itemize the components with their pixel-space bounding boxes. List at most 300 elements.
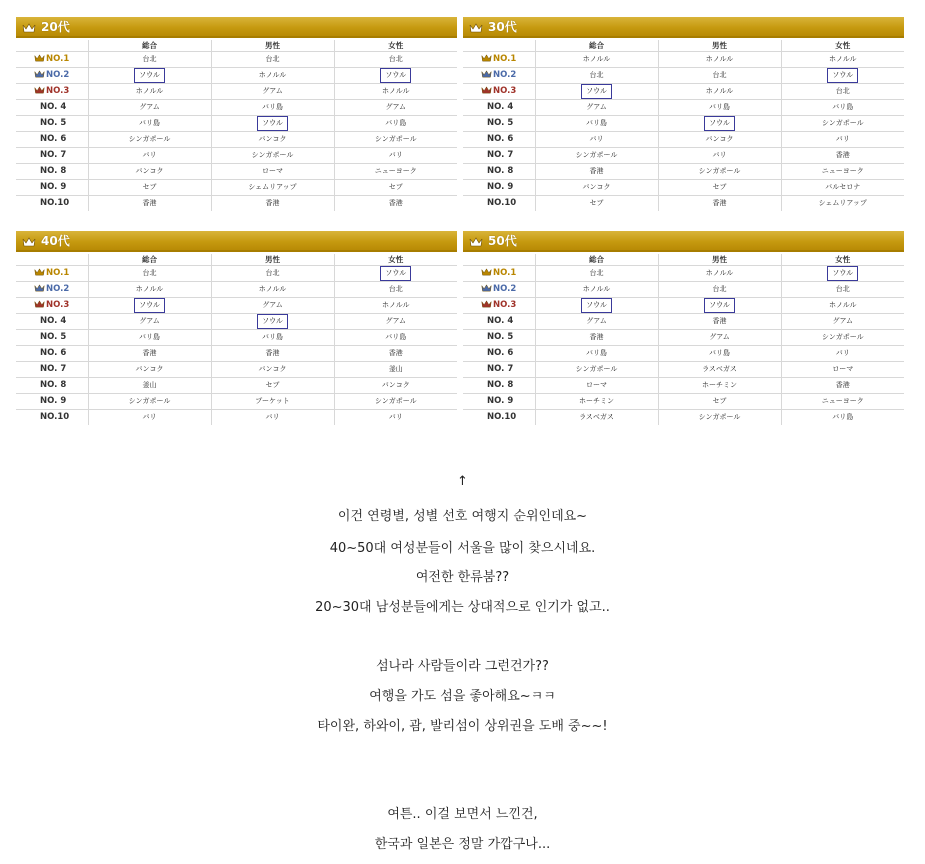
rank-label: NO. 5 xyxy=(463,116,535,132)
table-cell xyxy=(658,180,781,196)
table-cell xyxy=(211,282,334,298)
table-cell xyxy=(658,132,781,148)
column-header: 総合 xyxy=(88,40,211,52)
crown-icon xyxy=(34,86,45,94)
destination: ローマ xyxy=(262,167,283,175)
table-row xyxy=(16,314,457,330)
rank-label: NO. 9 xyxy=(16,180,88,196)
table-cell xyxy=(535,362,658,378)
table-cell xyxy=(535,180,658,196)
destination: バリ島 xyxy=(832,413,854,421)
destination: バリ島 xyxy=(385,333,407,341)
rank-label: NO.3 xyxy=(463,84,535,100)
destination: グアム xyxy=(586,103,607,111)
destination: バンコク xyxy=(582,183,611,191)
text-line: 여튼.. 이걸 보면서 느낀건, xyxy=(387,807,538,822)
table-cell xyxy=(211,116,334,132)
table-cell xyxy=(88,164,211,180)
destination: シェムリアップ xyxy=(818,199,867,207)
table-cell xyxy=(334,52,457,68)
panel-header xyxy=(463,17,904,38)
crown-icon xyxy=(34,284,45,292)
table-row xyxy=(463,132,904,148)
age-title: 40代 xyxy=(41,234,70,248)
destination: シンガポール xyxy=(374,135,417,143)
destination: ニューヨーク xyxy=(374,167,417,175)
destination: バンコク xyxy=(705,135,734,143)
text-line: 여전한 한류붐?? xyxy=(415,570,510,585)
table-cell xyxy=(211,84,334,100)
table-cell xyxy=(535,164,658,180)
table-row xyxy=(463,180,904,196)
rank-label: NO. 9 xyxy=(16,394,88,410)
destination: シンガポール xyxy=(821,333,864,341)
table-cell xyxy=(781,378,904,394)
age-title: 30代 xyxy=(488,20,517,34)
destination: 香港 xyxy=(265,349,280,357)
rank-label: NO.2 xyxy=(463,68,535,84)
table-header-row xyxy=(16,254,457,266)
destination: ソウル xyxy=(709,119,730,127)
crown-icon xyxy=(481,70,492,78)
table-cell xyxy=(781,266,904,282)
table-cell xyxy=(211,394,334,410)
table-cell xyxy=(211,346,334,362)
destination: ホノルル xyxy=(705,269,734,277)
table-cell xyxy=(781,116,904,132)
table-cell xyxy=(781,52,904,68)
rank-label: NO.2 xyxy=(463,282,535,298)
destination: ホノルル xyxy=(135,87,164,95)
highlight-box xyxy=(827,266,858,281)
destination: ソウル xyxy=(262,317,283,325)
destination: 台北 xyxy=(142,55,157,63)
table-cell xyxy=(334,410,457,426)
table-cell xyxy=(334,148,457,164)
table-cell xyxy=(334,180,457,196)
highlight-box xyxy=(581,298,612,313)
table-cell xyxy=(211,68,334,84)
table-cell xyxy=(658,410,781,426)
table-row xyxy=(463,100,904,116)
destination: セブ xyxy=(589,199,604,207)
destination: ラスベガス xyxy=(702,365,737,373)
destination: バンコク xyxy=(258,135,287,143)
destination: ラスベガス xyxy=(579,413,614,421)
table-cell xyxy=(658,330,781,346)
table-cell xyxy=(535,266,658,282)
table-row xyxy=(16,196,457,212)
rank-label: NO.2 xyxy=(16,68,88,84)
arrow-up-icon: ↑ xyxy=(457,474,468,489)
destination: シンガポール xyxy=(128,135,171,143)
table-cell xyxy=(88,394,211,410)
table-cell xyxy=(658,346,781,362)
table-row xyxy=(463,378,904,394)
table-cell xyxy=(781,314,904,330)
crown-icon xyxy=(481,268,492,276)
destination: バリ島 xyxy=(139,119,160,127)
destination: 釜山 xyxy=(388,365,403,373)
destination: バリ xyxy=(388,413,403,421)
destination: ソウル xyxy=(832,269,854,277)
destination: ソウル xyxy=(586,301,607,309)
destination: バリ島 xyxy=(139,333,160,341)
table-cell xyxy=(334,116,457,132)
destination: シンガポール xyxy=(821,119,864,127)
table-cell xyxy=(535,346,658,362)
rank-label: NO. 5 xyxy=(16,330,88,346)
table-cell xyxy=(781,410,904,426)
destination: ローマ xyxy=(832,365,854,373)
highlight-box xyxy=(704,116,735,131)
destination: ソウル xyxy=(262,119,283,127)
table-cell xyxy=(334,196,457,212)
table-cell xyxy=(334,132,457,148)
destination: バンコク xyxy=(135,365,164,373)
column-header: 男性 xyxy=(211,254,334,266)
destination: ソウル xyxy=(832,71,854,79)
crown-icon xyxy=(481,300,492,308)
rank-label: NO. 5 xyxy=(463,330,535,346)
destination: グアム xyxy=(586,317,607,325)
destination: ニューヨーク xyxy=(821,167,864,175)
rank-label: NO. 7 xyxy=(16,148,88,164)
text-line: 타이완, 하와이, 괌, 발리섬이 상위권을 도배 중~~! xyxy=(317,719,608,734)
destination: バリ島 xyxy=(832,103,854,111)
destination: ホノルル xyxy=(258,71,287,79)
ranking-table xyxy=(463,254,904,425)
crown-icon xyxy=(469,236,483,248)
rank-label: NO. 8 xyxy=(16,164,88,180)
table-header-row xyxy=(463,40,904,52)
destination: ホノルル xyxy=(705,87,734,95)
table-row xyxy=(16,282,457,298)
ranking-panel-p40 xyxy=(16,231,457,431)
table-row xyxy=(463,196,904,212)
table-cell xyxy=(334,266,457,282)
destination: バリ島 xyxy=(262,333,283,341)
ranking-table xyxy=(16,40,457,211)
table-row xyxy=(16,378,457,394)
table-row xyxy=(16,410,457,426)
table-cell xyxy=(88,148,211,164)
table-cell xyxy=(535,196,658,212)
table-cell xyxy=(88,52,211,68)
destination: バンコク xyxy=(381,381,410,389)
destination: ニューヨーク xyxy=(821,397,864,405)
text-line: 이건 연령별, 성별 선호 여행지 순위인데요~ xyxy=(337,509,588,524)
table-cell xyxy=(334,314,457,330)
table-cell xyxy=(334,164,457,180)
table-cell xyxy=(334,282,457,298)
destination: グアム xyxy=(262,87,283,95)
age-title: 50代 xyxy=(488,234,517,248)
table-cell xyxy=(535,394,658,410)
crown-icon xyxy=(34,300,45,308)
destination: 台北 xyxy=(388,55,403,63)
destination: 香港 xyxy=(712,317,727,325)
rank-label: NO. 4 xyxy=(463,314,535,330)
destination: セブ xyxy=(388,183,403,191)
destination: シンガポール xyxy=(575,151,618,159)
crown-icon xyxy=(481,284,492,292)
destination: バリ島 xyxy=(709,103,730,111)
table-cell xyxy=(211,314,334,330)
table-cell xyxy=(211,410,334,426)
rank-label: NO. 6 xyxy=(16,346,88,362)
table-row xyxy=(16,298,457,314)
rank-label: NO. 6 xyxy=(463,132,535,148)
table-row xyxy=(463,84,904,100)
ranking-panel-p50 xyxy=(463,231,904,431)
table-row xyxy=(463,148,904,164)
table-cell xyxy=(211,100,334,116)
destination: セブ xyxy=(712,183,727,191)
table-row xyxy=(16,148,457,164)
destination: シンガポール xyxy=(251,151,294,159)
destination: バリ xyxy=(142,151,157,159)
rank-label: NO.2 xyxy=(16,282,88,298)
destination: 香港 xyxy=(712,199,727,207)
table-cell xyxy=(535,410,658,426)
rank-label: NO.3 xyxy=(16,298,88,314)
destination: ホノルル xyxy=(381,301,410,309)
table-row xyxy=(463,52,904,68)
highlight-box xyxy=(380,68,411,83)
destination: バルセロナ xyxy=(825,183,861,191)
crown-icon xyxy=(469,22,483,34)
destination: シェムリアップ xyxy=(248,183,297,191)
destination: 台北 xyxy=(589,269,604,277)
table-cell xyxy=(781,100,904,116)
rank-label: NO. 8 xyxy=(463,378,535,394)
destination: シンガポール xyxy=(698,413,741,421)
rank-label: NO. 6 xyxy=(463,346,535,362)
column-header: 男性 xyxy=(658,40,781,52)
table-cell xyxy=(211,362,334,378)
table-row xyxy=(16,68,457,84)
column-header: 女性 xyxy=(781,40,904,52)
destination: バリ xyxy=(265,413,280,421)
destination: ローマ xyxy=(586,381,607,389)
highlight-box xyxy=(134,68,165,83)
destination: ホノルル xyxy=(258,285,287,293)
table-cell xyxy=(88,84,211,100)
rank-label: NO.10 xyxy=(463,196,535,212)
destination: バリ島 xyxy=(709,349,730,357)
destination: 釜山 xyxy=(142,381,157,389)
highlight-box xyxy=(827,68,858,83)
table-cell xyxy=(88,346,211,362)
table-row xyxy=(463,298,904,314)
table-cell xyxy=(781,330,904,346)
table-cell xyxy=(535,314,658,330)
destination: シンガポール xyxy=(374,397,417,405)
table-header-row xyxy=(16,40,457,52)
table-cell xyxy=(334,298,457,314)
destination: 香港 xyxy=(265,199,280,207)
ranking-panel-p20 xyxy=(16,17,457,217)
table-cell xyxy=(781,298,904,314)
table-cell xyxy=(88,100,211,116)
rank-label: NO. 4 xyxy=(463,100,535,116)
destination: 香港 xyxy=(589,333,604,341)
table-cell xyxy=(658,148,781,164)
rank-label: NO. 7 xyxy=(463,148,535,164)
ranking-table xyxy=(16,254,457,425)
table-cell xyxy=(781,282,904,298)
destination: ホノルル xyxy=(582,55,611,63)
destination: ホーチミン xyxy=(702,381,737,389)
destination: ホノルル xyxy=(582,285,611,293)
table-cell xyxy=(211,330,334,346)
destination: 台北 xyxy=(388,285,403,293)
table-cell xyxy=(211,52,334,68)
table-cell xyxy=(334,84,457,100)
table-cell xyxy=(88,282,211,298)
crown-icon xyxy=(481,54,492,62)
table-cell xyxy=(658,196,781,212)
table-cell xyxy=(535,378,658,394)
destination: セブ xyxy=(142,183,157,191)
destination: 台北 xyxy=(712,71,727,79)
table-header-row xyxy=(463,254,904,266)
table-row xyxy=(463,314,904,330)
rank-label: NO. 4 xyxy=(16,314,88,330)
rank-label: NO. 4 xyxy=(16,100,88,116)
table-cell xyxy=(781,196,904,212)
destination: グアム xyxy=(709,333,730,341)
highlight-box xyxy=(704,298,735,313)
table-cell xyxy=(211,196,334,212)
highlight-box xyxy=(134,298,165,313)
destination: 台北 xyxy=(142,269,157,277)
table-row xyxy=(16,330,457,346)
crown-icon xyxy=(22,236,36,248)
rank-label: NO. 9 xyxy=(463,394,535,410)
table-row xyxy=(463,116,904,132)
destination: 台北 xyxy=(835,285,850,293)
text-line: 한국과 일본은 정말 가깝구나... xyxy=(374,837,551,852)
table-cell xyxy=(781,346,904,362)
column-header: 男性 xyxy=(658,254,781,266)
destination: ホーチミン xyxy=(579,397,614,405)
table-cell xyxy=(334,378,457,394)
rank-label: NO.10 xyxy=(16,196,88,212)
destination: ソウル xyxy=(709,301,730,309)
destination: セブ xyxy=(712,397,727,405)
destination: 香港 xyxy=(388,199,403,207)
destination: ソウル xyxy=(385,71,407,79)
table-row xyxy=(16,164,457,180)
ranking-panel-p30 xyxy=(463,17,904,217)
table-cell xyxy=(781,164,904,180)
destination: 台北 xyxy=(589,71,604,79)
destination: ホノルル xyxy=(828,301,857,309)
table-cell xyxy=(88,266,211,282)
text-line: 40~50대 여성분들이 서울을 많이 찾으시네요. xyxy=(329,541,596,556)
destination: グアム xyxy=(139,317,160,325)
destination: バリ xyxy=(712,151,727,159)
table-cell xyxy=(211,132,334,148)
panel-header xyxy=(16,231,457,252)
table-cell xyxy=(535,330,658,346)
table-cell xyxy=(88,68,211,84)
table-row xyxy=(16,394,457,410)
table-cell xyxy=(658,266,781,282)
rank-label: NO.10 xyxy=(463,410,535,426)
rank-label: NO.10 xyxy=(16,410,88,426)
rank-label: NO. 5 xyxy=(16,116,88,132)
table-cell xyxy=(88,132,211,148)
table-cell xyxy=(211,378,334,394)
column-header: 総合 xyxy=(535,254,658,266)
table-row xyxy=(16,362,457,378)
table-row xyxy=(463,410,904,426)
text-line: 섬나라 사람들이라 그런건가?? xyxy=(376,659,549,674)
table-cell xyxy=(334,100,457,116)
rank-label: NO.1 xyxy=(16,52,88,68)
crown-icon xyxy=(22,22,36,34)
destination: バリ xyxy=(589,135,604,143)
destination: グアム xyxy=(385,317,406,325)
column-header: 総合 xyxy=(88,254,211,266)
table-cell xyxy=(658,282,781,298)
table-row xyxy=(16,100,457,116)
table-cell xyxy=(535,116,658,132)
table-row xyxy=(463,346,904,362)
destination: 台北 xyxy=(265,269,280,277)
table-cell xyxy=(658,314,781,330)
table-cell xyxy=(781,68,904,84)
destination: ホノルル xyxy=(381,87,410,95)
crown-icon xyxy=(481,86,492,94)
table-row xyxy=(16,266,457,282)
destination: ホノルル xyxy=(705,55,734,63)
column-header: 女性 xyxy=(334,40,457,52)
table-cell xyxy=(334,362,457,378)
destination: バリ島 xyxy=(262,103,283,111)
panel-header xyxy=(16,17,457,38)
destination: バリ xyxy=(388,151,403,159)
table-cell xyxy=(535,282,658,298)
highlight-box xyxy=(257,116,288,131)
destination: バリ xyxy=(835,135,850,143)
rank-label: NO. 7 xyxy=(463,362,535,378)
destination: バリ島 xyxy=(586,349,607,357)
table-row xyxy=(16,132,457,148)
destination: シンガポール xyxy=(128,397,171,405)
rank-label: NO. 9 xyxy=(463,180,535,196)
panel-header xyxy=(463,231,904,252)
table-row xyxy=(463,266,904,282)
table-cell xyxy=(88,362,211,378)
age-title: 20代 xyxy=(41,20,70,34)
rank-label: NO.1 xyxy=(463,52,535,68)
destination: グアム xyxy=(832,317,853,325)
table-cell xyxy=(781,394,904,410)
destination: 香港 xyxy=(142,349,157,357)
destination: 台北 xyxy=(712,285,727,293)
table-cell xyxy=(334,346,457,362)
destination: ホノルル xyxy=(135,285,164,293)
table-cell xyxy=(781,180,904,196)
destination: ソウル xyxy=(139,301,160,309)
table-row xyxy=(16,116,457,132)
table-row xyxy=(16,180,457,196)
table-cell xyxy=(88,314,211,330)
